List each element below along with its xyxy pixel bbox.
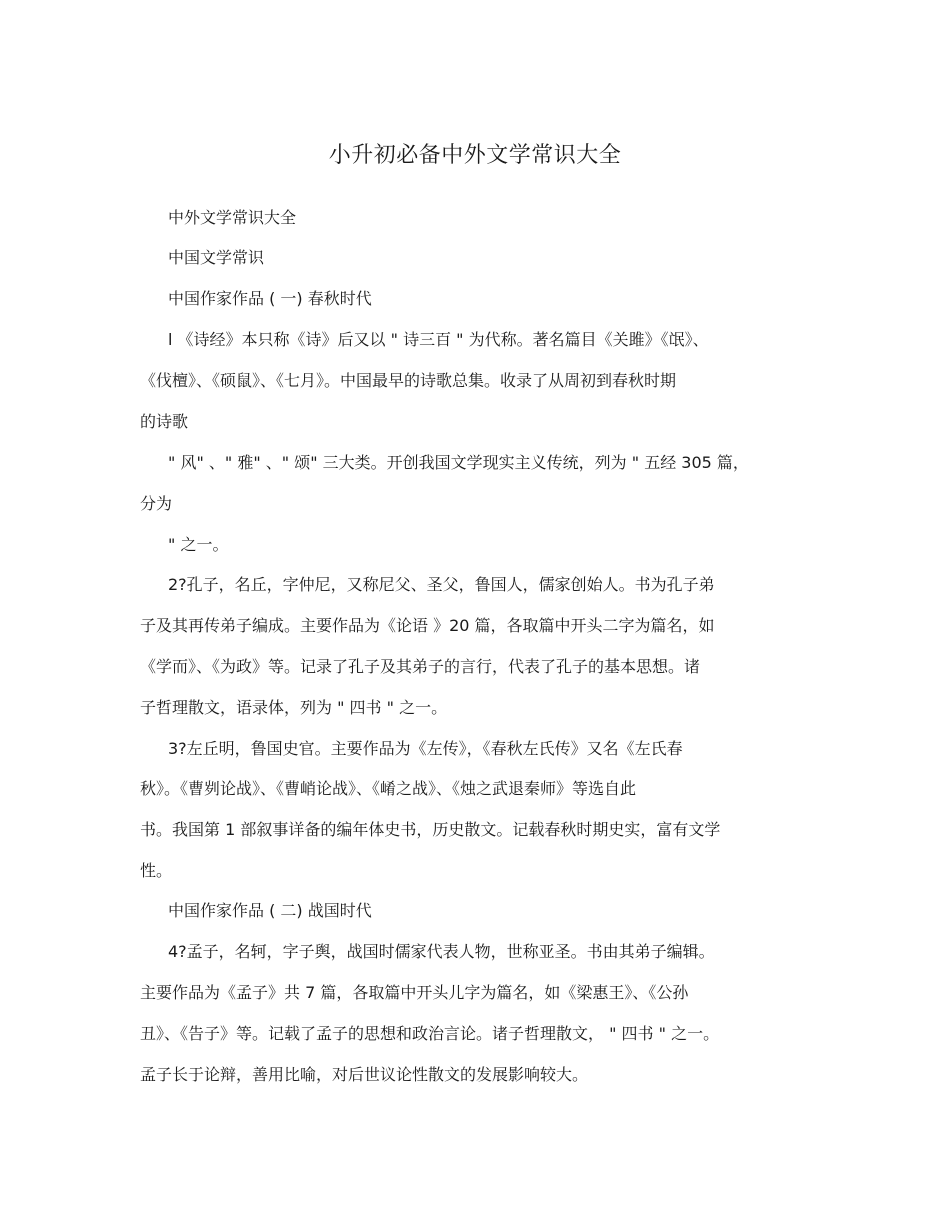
heading-spring-autumn: 中国作家作品 ( 一) 春秋时代	[168, 289, 372, 308]
heading-overview: 中外文学常识大全	[168, 208, 297, 227]
heading-warring-states: 中国作家作品 ( 二) 战国时代	[168, 901, 372, 920]
paragraph-line: 分为	[140, 494, 173, 513]
paragraph-line: 2?孔子，名丘，字仲尼，又称尼父、圣父，鲁国人，儒家创始人。书为孔子弟	[168, 575, 715, 594]
paragraph-line: 子及其再传弟子编成。主要作品为《论语 》20 篇，各取篇中开头二字为篇名，如	[140, 616, 715, 635]
paragraph-line: 3?左丘明，鲁国史官。主要作品为《左传》，《春秋左氏传》又名《左氏春	[168, 739, 683, 758]
heading-chinese-literature: 中国文学常识	[168, 248, 265, 267]
paragraph-line: 性。	[140, 861, 173, 880]
paragraph-line: 4?孟子，名轲，字子舆，战国时儒家代表人物，世称亚圣。书由其弟子编辑。	[168, 942, 715, 961]
paragraph-line: 秋》。《曹刿论战》、《曹峭论战》、《崤之战》、《烛之武退秦师》等选自此	[140, 779, 637, 798]
paragraph-line: " 风" 、" 雅" 、" 颂" 三大类。开创我国文学现实主义传统，列为 " 五经 305 篇，	[168, 453, 749, 472]
paragraph-line: 《伐檀》、《硕鼠》、《七月》。中国最早的诗歌总集。收录了从周初到春秋时期	[140, 371, 677, 390]
paragraph-line: l 《诗经》本只称《诗》后又以 " 诗三百 " 为代称。著名篇目《关雎》《氓》、	[168, 330, 709, 349]
paragraph-line: 书。我国第 1 部叙事详备的编年体史书，历史散文。记载春秋时期史实，富有文学	[140, 820, 721, 839]
document-title: 小升初必备中外文学常识大全	[328, 143, 622, 168]
paragraph-line: 的诗歌	[140, 412, 189, 431]
paragraph-line: 丑》、《告子》等。记载了孟子的思想和政治言论。诸子哲理散文， " 四书 " 之一。	[140, 1024, 720, 1043]
paragraph-line: 孟子长于论辩，善用比喻，对后世议论性散文的发展影响较大。	[140, 1065, 589, 1084]
paragraph-line: " 之一。	[168, 535, 229, 554]
paragraph-line: 子哲理散文，语录体，列为 " 四书 " 之一。	[140, 698, 448, 717]
paragraph-line: 《学而》、《为政》等。记录了孔子及其弟子的言行，代表了孔子的基本思想。诸	[140, 657, 701, 676]
paragraph-line: 主要作品为《孟子》共 7 篇，各取篇中开头儿字为篇名，如《梁惠王》、《公孙	[140, 983, 689, 1002]
